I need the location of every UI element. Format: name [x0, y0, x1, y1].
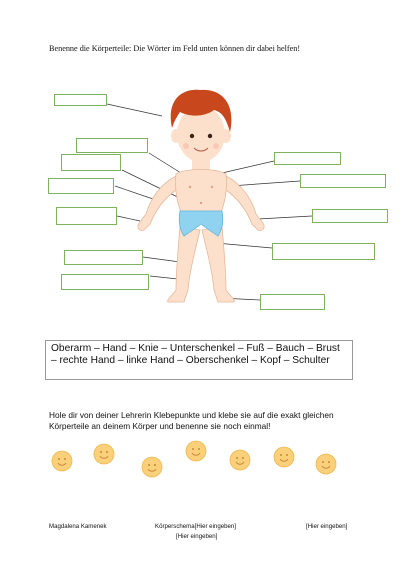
- smiley-icon: [185, 440, 207, 462]
- footer-center-line2: [Hier eingeben]: [176, 533, 218, 540]
- label-box-right-5[interactable]: [260, 294, 325, 310]
- smiley-icon: [315, 453, 337, 475]
- smiley-icon: [273, 446, 295, 468]
- footer-author: Magdalena Kamenek: [49, 523, 107, 530]
- footer-center-line1: Körperschema[Hier eingeben]: [155, 523, 236, 530]
- smiley-icon: [229, 449, 251, 471]
- smiley-icon: [51, 450, 73, 472]
- label-box-right-4[interactable]: [272, 243, 375, 260]
- footer-right: [Hier eingeben]: [306, 523, 348, 530]
- word-list-box: Oberarm – Hand – Knie – Unterschenkel – Fuß – Bauch – Brust – rechte Hand – linke Hand – Oberschenkel – Kopf – Schulter: [45, 340, 353, 380]
- label-box-left-5[interactable]: [64, 250, 143, 265]
- body: [138, 160, 264, 302]
- label-box-right-2[interactable]: [300, 174, 386, 188]
- smiley-icon: [93, 443, 115, 465]
- label-box-left-1[interactable]: [76, 138, 148, 153]
- label-box-right-1[interactable]: [274, 152, 341, 165]
- label-box-left-6[interactable]: [61, 274, 149, 290]
- label-box-left-2[interactable]: [61, 154, 121, 171]
- smiley-icon: [141, 456, 163, 478]
- label-box-right-3[interactable]: [312, 209, 388, 223]
- instruction-text: Benenne die Körperteile: Die Wörter im Feld unten können dir dabei helfen!: [49, 44, 301, 53]
- head: [171, 90, 232, 162]
- label-box-left-3[interactable]: [48, 178, 114, 194]
- label-box-left-4[interactable]: [56, 207, 117, 225]
- label-box-kopf[interactable]: [54, 94, 107, 106]
- task-text: Hole dir von deiner Lehrerin Klebepunkte und klebe sie auf die exakt gleichen Körperteile an deinem Körper und benenne sie noch einmal!: [49, 410, 334, 431]
